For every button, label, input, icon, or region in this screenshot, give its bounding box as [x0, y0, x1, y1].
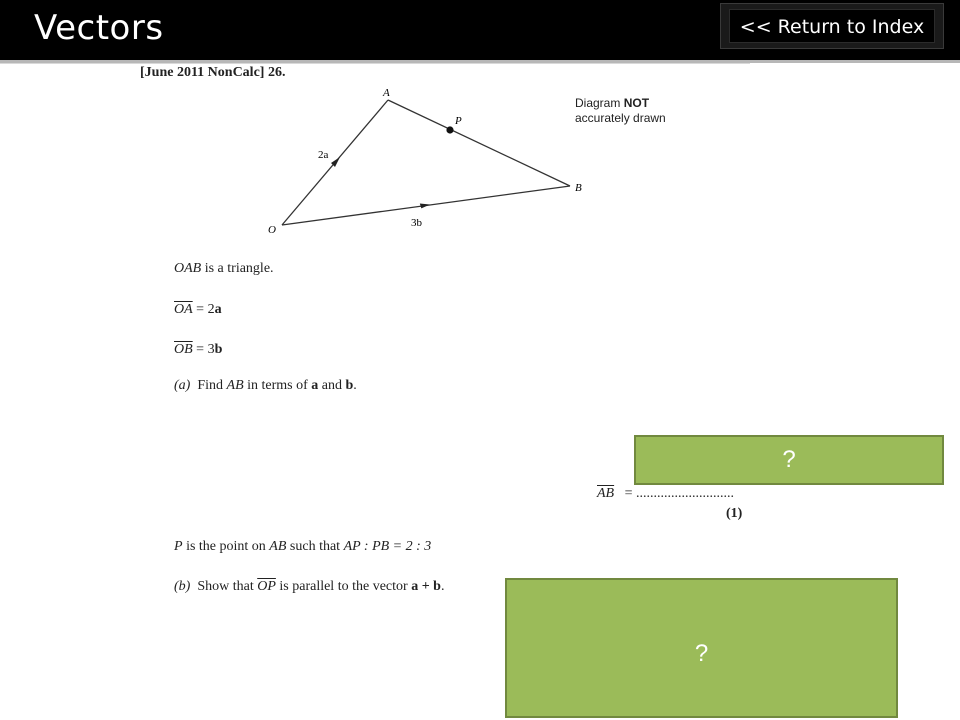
- part-b-rest: is parallel to the vector: [275, 579, 412, 594]
- ob-bold: b: [214, 342, 223, 357]
- p-def-1: is the point on: [182, 539, 270, 554]
- answer-eq: = ............................: [624, 486, 735, 501]
- p-def-ratio: AP : PB = 2 : 3: [343, 539, 432, 554]
- statement-text: is a triangle.: [201, 261, 274, 276]
- part-a-label: (a): [174, 378, 191, 393]
- p-def-ab: AB: [269, 539, 287, 554]
- part-a-text: Find: [197, 378, 227, 393]
- page-title: Vectors: [34, 8, 164, 48]
- ob-value: = 3: [192, 342, 215, 357]
- reveal-answer-b-button[interactable]: [505, 578, 898, 718]
- oa-bold: a: [214, 302, 222, 317]
- triangle-name: OAB: [174, 261, 202, 276]
- label-b: B: [575, 182, 582, 194]
- question-source: [June 2011 NonCalc] 26.: [140, 65, 286, 80]
- label-3b: 3b: [411, 217, 422, 229]
- return-to-index-button[interactable]: << Return to Index: [729, 9, 935, 43]
- part-a-rest: in terms of: [243, 378, 312, 393]
- vector-ob: [174, 342, 222, 358]
- part-a-dot: .: [353, 378, 357, 393]
- part-a-b: b: [345, 378, 354, 393]
- part-b-vec: a + b: [411, 579, 441, 594]
- part-a-ab: AB: [226, 378, 244, 393]
- part-b-dot: .: [440, 579, 445, 594]
- edge-ab: [388, 100, 570, 186]
- mark-a: (1): [726, 506, 743, 521]
- note-not: NOT: [623, 96, 650, 110]
- statement: [174, 261, 274, 277]
- vector-oa: [174, 302, 222, 318]
- label-p: P: [455, 115, 462, 127]
- label-o: O: [268, 224, 276, 236]
- part-a-a: a: [311, 378, 319, 393]
- part-a-and: and: [318, 378, 346, 393]
- oa-vector-name: $\overline{OA}$: [174, 302, 193, 317]
- triangle-diagram: [260, 80, 600, 240]
- reveal-answer-a-button[interactable]: ?: [634, 435, 944, 485]
- point-p: [446, 126, 453, 133]
- reveal-answer-b-label: ?: [694, 640, 709, 667]
- ob-vector-name: $\overline{OB}$: [174, 342, 193, 357]
- header-divider-thin: [0, 63, 750, 64]
- label-a: A: [383, 87, 390, 99]
- p-def-2: such that: [286, 539, 344, 554]
- part-b-text: Show that: [197, 579, 258, 594]
- p-def-p: P: [174, 539, 183, 554]
- answer-ab: $\overline{AB}$: [597, 486, 615, 501]
- part-b: [174, 579, 444, 595]
- diagram-note: [575, 96, 666, 126]
- answer-line-a: [597, 486, 734, 502]
- part-a: [174, 378, 357, 394]
- p-definition: [174, 539, 431, 555]
- part-b-label: (b): [174, 579, 191, 594]
- part-b-op: $\overline{OP}$: [257, 579, 276, 594]
- oa-value: = 2: [192, 302, 215, 317]
- note-text-2: accurately drawn: [575, 111, 666, 125]
- label-2a: 2a: [318, 149, 329, 161]
- note-text-1: Diagram: [575, 96, 624, 110]
